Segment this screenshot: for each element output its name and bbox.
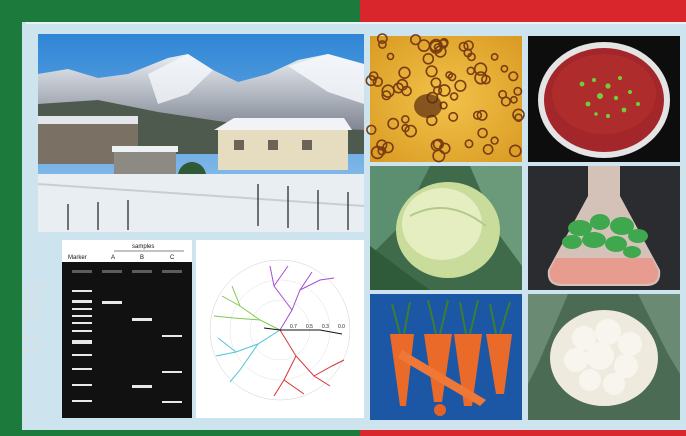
gel-size-label: 400 bp	[22, 348, 38, 354]
cabbage-photo	[370, 166, 522, 290]
tree-scale-label-0: 0.7	[290, 324, 297, 330]
gel-size-label: 100 bp	[22, 394, 38, 400]
gel-size-label: 300 bp	[22, 362, 38, 368]
gel-size-label: 800 bp	[22, 309, 38, 315]
tree-scale-label-1: 0.5	[306, 324, 313, 330]
carrot-photo	[370, 294, 522, 420]
pollen-microscopy-photo	[370, 36, 522, 162]
gel-size-label: 500 bp	[22, 336, 38, 342]
gel-size-label: 700 bp	[22, 316, 38, 322]
cauliflower-photo	[528, 294, 680, 420]
inner-divider-line	[26, 22, 686, 24]
gel-lane-label-c: C	[170, 255, 175, 261]
petri-dish-photo	[528, 36, 680, 162]
gel-size-label: 1,200 bp	[22, 284, 42, 290]
gel-electrophoresis-image	[22, 240, 192, 418]
phylogenetic-tree-image	[196, 240, 364, 418]
gel-size-label: 900 bp	[22, 302, 38, 308]
gel-lane-label-a: A	[111, 255, 116, 261]
gel-size-label: 1,000 bp	[22, 295, 42, 301]
tree-scale-label-3: 0.0	[338, 324, 345, 330]
landscape-photo	[38, 34, 364, 232]
gel-lane-label-b: B	[140, 255, 145, 261]
bottom-green-border	[0, 430, 360, 436]
left-green-border	[0, 0, 22, 436]
top-red-border	[360, 0, 686, 22]
tissue-culture-flask-photo	[528, 166, 680, 290]
gel-samples-label: samples	[132, 244, 155, 250]
bottom-red-border	[360, 430, 686, 436]
gel-size-label: 600 bp	[22, 324, 38, 330]
top-green-border	[0, 0, 360, 22]
gel-marker-label: Marker	[68, 255, 87, 261]
tree-scale-label-2: 0.3	[322, 324, 329, 330]
gel-size-label: 200 bp	[22, 378, 38, 384]
